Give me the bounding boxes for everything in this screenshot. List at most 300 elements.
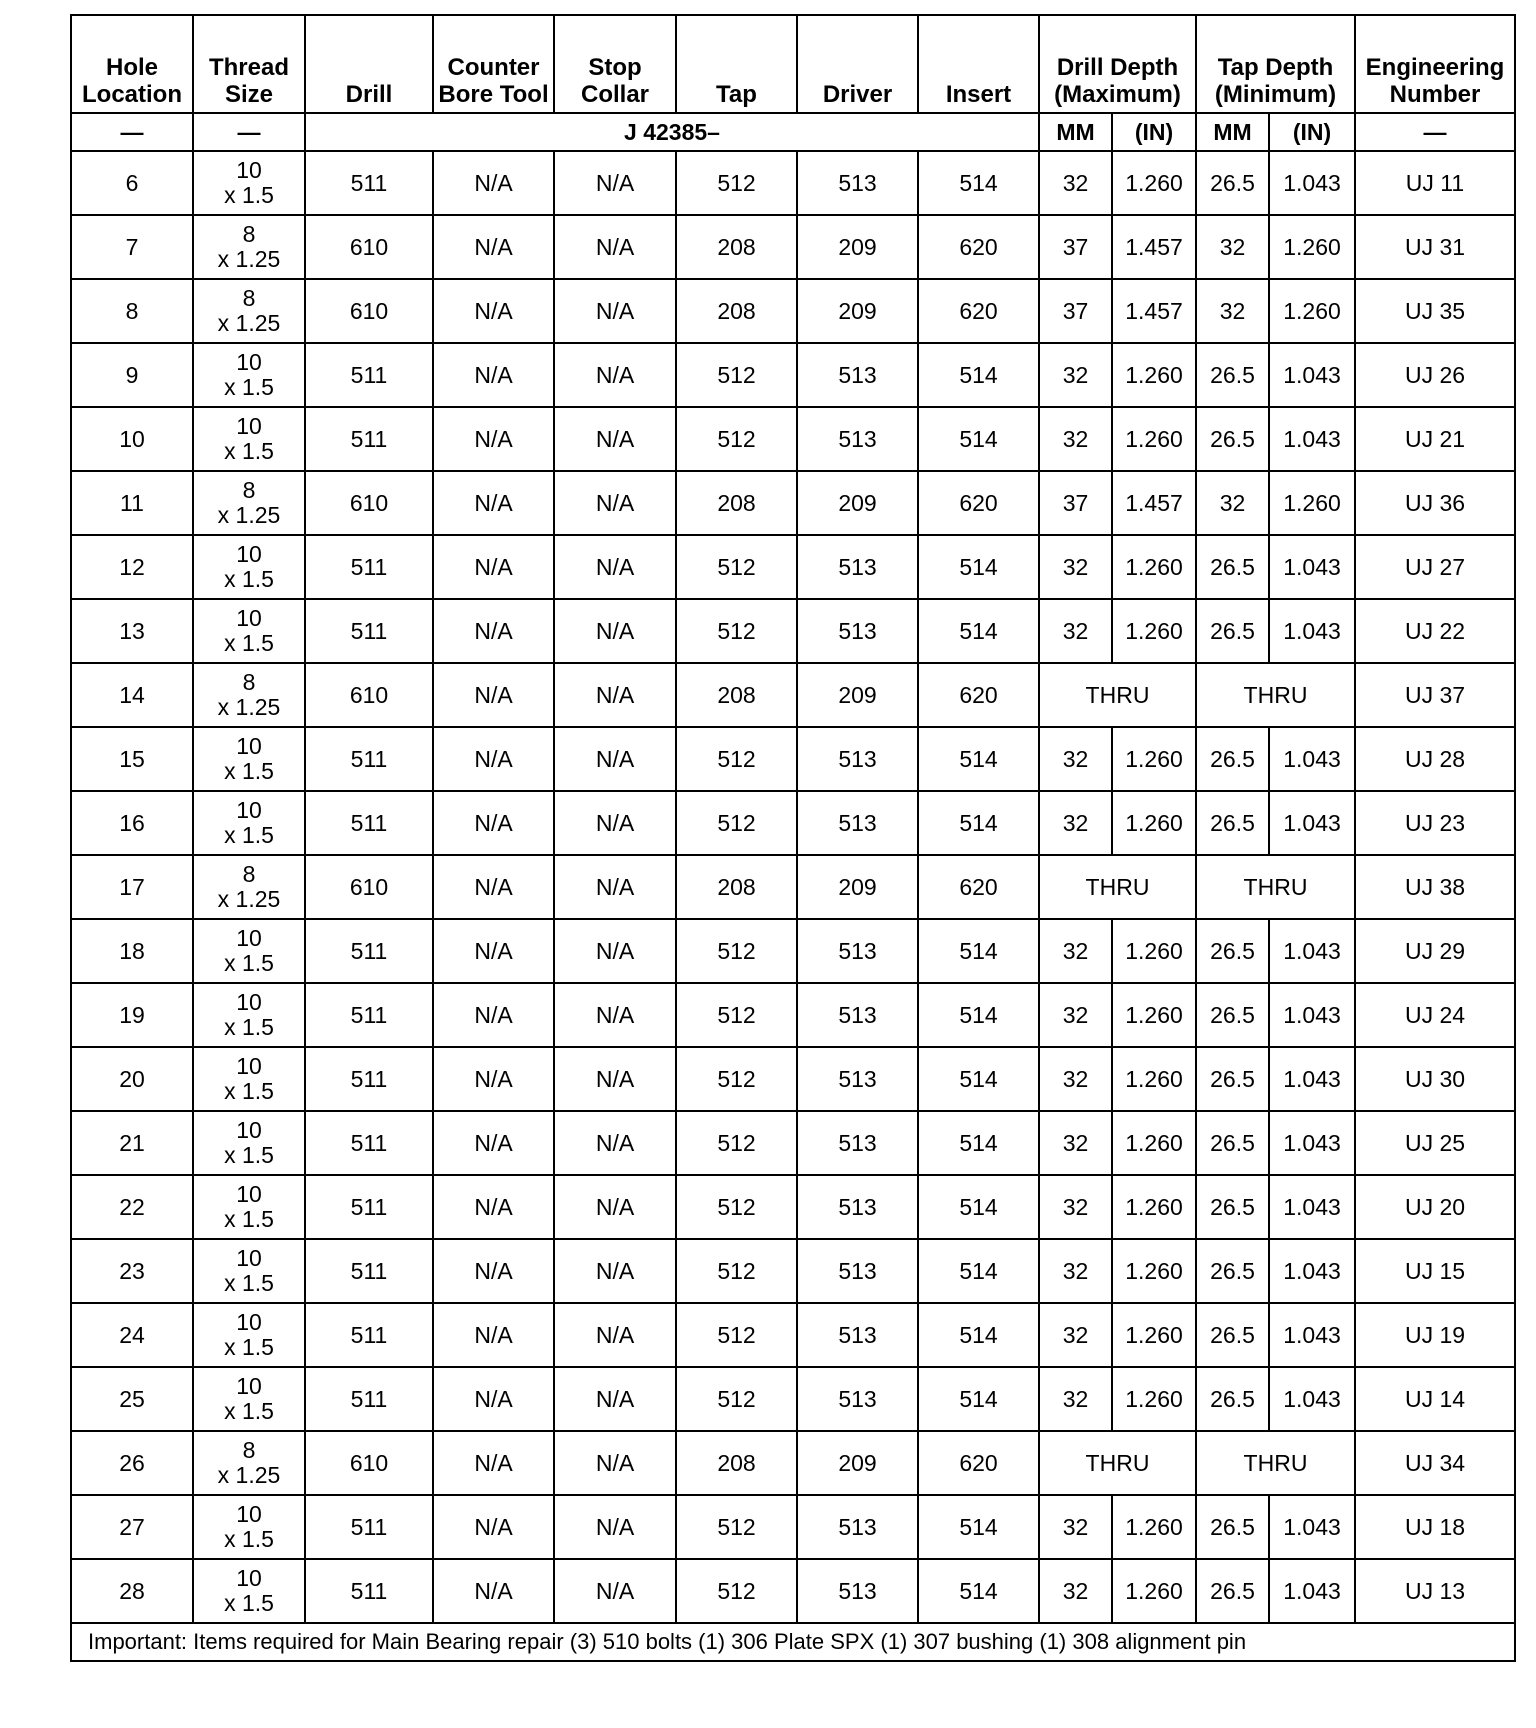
cell-stop-collar: N/A (554, 855, 676, 919)
cell-driver: 513 (797, 151, 918, 215)
cell-hole-location: 12 (71, 535, 193, 599)
cell-tap-depth-mm: 26.5 (1196, 983, 1269, 1047)
cell-counter-bore-tool: N/A (433, 407, 554, 471)
cell-tap-depth-in: 1.260 (1269, 215, 1355, 279)
cell-driver: 209 (797, 855, 918, 919)
cell-engineering-number: UJ 23 (1355, 791, 1515, 855)
cell-hole-location: 27 (71, 1495, 193, 1559)
footer-note: Important: Items required for Main Bearing repair (3) 510 bolts (1) 306 Plate SPX (1) 307 bushing (1) 308 alignment pin (71, 1623, 1515, 1661)
table-row (71, 919, 1515, 983)
cell-insert: 514 (918, 1367, 1039, 1431)
table-row (71, 1367, 1515, 1431)
cell-stop-collar: N/A (554, 471, 676, 535)
cell-counter-bore-tool: N/A (433, 1111, 554, 1175)
cell-tap: 512 (676, 1175, 797, 1239)
cell-tap-depth-mm: 32 (1196, 215, 1269, 279)
cell-drill: 511 (305, 791, 433, 855)
cell-engineering-number: UJ 11 (1355, 151, 1515, 215)
cell-hole-location: 28 (71, 1559, 193, 1623)
cell-tap-depth-mm: 26.5 (1196, 1175, 1269, 1239)
cell-tap: 512 (676, 151, 797, 215)
cell-driver: 513 (797, 983, 918, 1047)
table-row (71, 1303, 1515, 1367)
cell-drill: 610 (305, 1431, 433, 1495)
cell-thread-size (193, 1367, 305, 1431)
cell-hole-location: 19 (71, 983, 193, 1047)
cell-counter-bore-tool: N/A (433, 855, 554, 919)
cell-drill-depth-mm: 32 (1039, 1495, 1112, 1559)
cell-hole-location: 13 (71, 599, 193, 663)
cell-tap-depth-in: 1.043 (1269, 1367, 1355, 1431)
cell-drill: 610 (305, 663, 433, 727)
spec-table (70, 14, 1516, 1662)
cell-drill: 511 (305, 1559, 433, 1623)
cell-drill-depth-in: 1.260 (1112, 1495, 1196, 1559)
cell-drill-depth-mm: 32 (1039, 1559, 1112, 1623)
cell-thread-size (193, 663, 305, 727)
cell-driver: 513 (797, 1239, 918, 1303)
thread-pitch: x 1.5 (224, 758, 274, 784)
cell-stop-collar: N/A (554, 151, 676, 215)
cell-driver: 513 (797, 343, 918, 407)
cell-drill: 610 (305, 855, 433, 919)
thread-pitch: x 1.5 (224, 1142, 274, 1168)
cell-drill-depth-in: 1.260 (1112, 983, 1196, 1047)
cell-drill-depth-mm: 32 (1039, 727, 1112, 791)
cell-hole-location: 16 (71, 791, 193, 855)
table-row (71, 1175, 1515, 1239)
cell-drill-depth-in: 1.260 (1112, 919, 1196, 983)
cell-counter-bore-tool: N/A (433, 1303, 554, 1367)
cell-tap: 512 (676, 1111, 797, 1175)
cell-driver: 209 (797, 1431, 918, 1495)
cell-tap-depth-thru: THRU (1196, 1431, 1355, 1495)
cell-counter-bore-tool: N/A (433, 983, 554, 1047)
cell-drill: 511 (305, 599, 433, 663)
cell-stop-collar: N/A (554, 663, 676, 727)
cell-thread-size (193, 983, 305, 1047)
thread-diameter: 10 (236, 1373, 262, 1399)
cell-counter-bore-tool: N/A (433, 1431, 554, 1495)
cell-tap-depth-mm: 26.5 (1196, 1303, 1269, 1367)
thread-pitch: x 1.5 (224, 1078, 274, 1104)
cell-tap-depth-in: 1.043 (1269, 1047, 1355, 1111)
thread-diameter: 10 (236, 541, 262, 567)
header-stop-collar: Stop Collar (554, 15, 676, 113)
thread-pitch: x 1.5 (224, 1526, 274, 1552)
cell-driver: 513 (797, 727, 918, 791)
unit-tap-mm: MM (1196, 113, 1269, 151)
cell-stop-collar: N/A (554, 1431, 676, 1495)
cell-tap: 512 (676, 1047, 797, 1111)
cell-drill-depth-in: 1.260 (1112, 407, 1196, 471)
cell-hole-location: 11 (71, 471, 193, 535)
cell-thread-size (193, 535, 305, 599)
table-row (71, 855, 1515, 919)
cell-driver: 513 (797, 1047, 918, 1111)
cell-drill-depth-thru: THRU (1039, 1431, 1196, 1495)
cell-thread-size (193, 1175, 305, 1239)
cell-driver: 513 (797, 1175, 918, 1239)
cell-stop-collar: N/A (554, 919, 676, 983)
cell-thread-size (193, 919, 305, 983)
cell-engineering-number: UJ 18 (1355, 1495, 1515, 1559)
cell-hole-location: 18 (71, 919, 193, 983)
unit-thread-size: — (193, 113, 305, 151)
cell-drill-depth-in: 1.260 (1112, 1111, 1196, 1175)
thread-diameter: 10 (236, 349, 262, 375)
cell-tap-depth-in: 1.043 (1269, 407, 1355, 471)
table-row (71, 471, 1515, 535)
table-row (71, 727, 1515, 791)
thread-pitch: x 1.25 (217, 310, 281, 336)
cell-hole-location: 20 (71, 1047, 193, 1111)
cell-thread-size (193, 1111, 305, 1175)
cell-drill: 610 (305, 471, 433, 535)
cell-drill-depth-in: 1.260 (1112, 535, 1196, 599)
cell-drill-depth-mm: 32 (1039, 1367, 1112, 1431)
cell-stop-collar: N/A (554, 1239, 676, 1303)
table-row (71, 1559, 1515, 1623)
cell-tap-depth-mm: 26.5 (1196, 1239, 1269, 1303)
unit-drill-mm: MM (1039, 113, 1112, 151)
cell-counter-bore-tool: N/A (433, 791, 554, 855)
cell-driver: 209 (797, 471, 918, 535)
thread-diameter: 10 (236, 1565, 262, 1591)
cell-tap: 512 (676, 1239, 797, 1303)
thread-diameter: 8 (242, 477, 256, 503)
cell-engineering-number: UJ 34 (1355, 1431, 1515, 1495)
cell-driver: 209 (797, 663, 918, 727)
cell-engineering-number: UJ 20 (1355, 1175, 1515, 1239)
unit-tap-in: (IN) (1269, 113, 1355, 151)
thread-diameter: 10 (236, 1053, 262, 1079)
cell-tap-depth-mm: 26.5 (1196, 599, 1269, 663)
cell-stop-collar: N/A (554, 1303, 676, 1367)
thread-diameter: 10 (236, 797, 262, 823)
cell-tap-depth-in: 1.043 (1269, 1111, 1355, 1175)
cell-drill-depth-in: 1.260 (1112, 1047, 1196, 1111)
cell-insert: 514 (918, 343, 1039, 407)
cell-stop-collar: N/A (554, 727, 676, 791)
cell-tap-depth-in: 1.043 (1269, 1175, 1355, 1239)
thread-pitch: x 1.25 (217, 886, 281, 912)
header-drill-depth: Drill Depth (Maximum) (1039, 15, 1196, 113)
cell-engineering-number: UJ 14 (1355, 1367, 1515, 1431)
cell-drill: 511 (305, 1495, 433, 1559)
table-row (71, 1495, 1515, 1559)
cell-thread-size (193, 343, 305, 407)
cell-drill: 511 (305, 1111, 433, 1175)
header-driver: Driver (797, 15, 918, 113)
cell-insert: 514 (918, 1495, 1039, 1559)
cell-drill-depth-mm: 32 (1039, 1047, 1112, 1111)
cell-driver: 209 (797, 279, 918, 343)
cell-tap: 512 (676, 1495, 797, 1559)
cell-counter-bore-tool: N/A (433, 279, 554, 343)
cell-tap: 512 (676, 1559, 797, 1623)
cell-tap-depth-in: 1.043 (1269, 1559, 1355, 1623)
cell-tap-depth-mm: 32 (1196, 471, 1269, 535)
cell-tap-depth-in: 1.043 (1269, 791, 1355, 855)
cell-drill-depth-mm: 32 (1039, 599, 1112, 663)
cell-counter-bore-tool: N/A (433, 151, 554, 215)
cell-counter-bore-tool: N/A (433, 215, 554, 279)
thread-pitch: x 1.5 (224, 438, 274, 464)
cell-tap-depth-mm: 26.5 (1196, 1559, 1269, 1623)
cell-drill-depth-mm: 32 (1039, 983, 1112, 1047)
cell-hole-location: 24 (71, 1303, 193, 1367)
cell-insert: 514 (918, 599, 1039, 663)
cell-drill-depth-mm: 37 (1039, 215, 1112, 279)
thread-pitch: x 1.5 (224, 630, 274, 656)
cell-driver: 513 (797, 919, 918, 983)
cell-drill: 511 (305, 1175, 433, 1239)
cell-engineering-number: UJ 21 (1355, 407, 1515, 471)
cell-stop-collar: N/A (554, 1495, 676, 1559)
cell-drill-depth-mm: 32 (1039, 1303, 1112, 1367)
cell-stop-collar: N/A (554, 599, 676, 663)
table-row (71, 599, 1515, 663)
thread-diameter: 8 (242, 669, 256, 695)
cell-driver: 513 (797, 1559, 918, 1623)
column-header-row (71, 15, 1515, 113)
thread-diameter: 10 (236, 1181, 262, 1207)
thread-diameter: 10 (236, 1245, 262, 1271)
cell-counter-bore-tool: N/A (433, 663, 554, 727)
cell-thread-size (193, 1047, 305, 1111)
cell-stop-collar: N/A (554, 1367, 676, 1431)
header-tap: Tap (676, 15, 797, 113)
table-row (71, 663, 1515, 727)
cell-drill: 511 (305, 407, 433, 471)
cell-driver: 209 (797, 215, 918, 279)
cell-insert: 620 (918, 279, 1039, 343)
thread-pitch: x 1.5 (224, 1270, 274, 1296)
cell-insert: 514 (918, 727, 1039, 791)
cell-thread-size (193, 791, 305, 855)
cell-drill: 610 (305, 279, 433, 343)
header-engineering-number: Engineering Number (1355, 15, 1515, 113)
cell-drill-depth-mm: 32 (1039, 151, 1112, 215)
table-row (71, 279, 1515, 343)
thread-diameter: 10 (236, 1309, 262, 1335)
thread-diameter: 10 (236, 925, 262, 951)
cell-thread-size (193, 215, 305, 279)
cell-driver: 513 (797, 1111, 918, 1175)
cell-tap-depth-mm: 26.5 (1196, 1495, 1269, 1559)
cell-tap: 208 (676, 663, 797, 727)
cell-tap-depth-in: 1.043 (1269, 535, 1355, 599)
cell-tap: 208 (676, 215, 797, 279)
cell-drill: 511 (305, 343, 433, 407)
table-footer (71, 1623, 1515, 1661)
cell-engineering-number: UJ 28 (1355, 727, 1515, 791)
cell-tap-depth-in: 1.043 (1269, 1495, 1355, 1559)
cell-engineering-number: UJ 24 (1355, 983, 1515, 1047)
cell-tap-depth-in: 1.043 (1269, 919, 1355, 983)
cell-counter-bore-tool: N/A (433, 599, 554, 663)
table-row (71, 407, 1515, 471)
thread-pitch: x 1.25 (217, 694, 281, 720)
cell-tap-depth-mm: 26.5 (1196, 343, 1269, 407)
cell-stop-collar: N/A (554, 535, 676, 599)
table-row (71, 215, 1515, 279)
cell-drill-depth-mm: 32 (1039, 343, 1112, 407)
cell-drill-depth-mm: 32 (1039, 919, 1112, 983)
cell-tap: 208 (676, 471, 797, 535)
cell-engineering-number: UJ 13 (1355, 1559, 1515, 1623)
cell-insert: 620 (918, 663, 1039, 727)
cell-tap-depth-mm: 26.5 (1196, 151, 1269, 215)
thread-diameter: 10 (236, 413, 262, 439)
cell-insert: 514 (918, 407, 1039, 471)
cell-drill-depth-mm: 37 (1039, 279, 1112, 343)
cell-drill: 610 (305, 215, 433, 279)
cell-insert: 620 (918, 855, 1039, 919)
cell-thread-size (193, 727, 305, 791)
cell-stop-collar: N/A (554, 407, 676, 471)
cell-stop-collar: N/A (554, 791, 676, 855)
cell-tap-depth-mm: 26.5 (1196, 919, 1269, 983)
thread-pitch: x 1.5 (224, 1590, 274, 1616)
cell-hole-location: 26 (71, 1431, 193, 1495)
thread-diameter: 8 (242, 1437, 256, 1463)
cell-counter-bore-tool: N/A (433, 1559, 554, 1623)
cell-drill: 511 (305, 1367, 433, 1431)
cell-hole-location: 14 (71, 663, 193, 727)
cell-drill-depth-mm: 37 (1039, 471, 1112, 535)
cell-drill: 511 (305, 1239, 433, 1303)
cell-drill: 511 (305, 535, 433, 599)
cell-tap-depth-in: 1.043 (1269, 151, 1355, 215)
thread-diameter: 10 (236, 157, 262, 183)
header-tap-depth: Tap Depth (Minimum) (1196, 15, 1355, 113)
header-thread-size: Thread Size (193, 15, 305, 113)
table-row (71, 343, 1515, 407)
cell-stop-collar: N/A (554, 1175, 676, 1239)
thread-pitch: x 1.5 (224, 1206, 274, 1232)
cell-hole-location: 23 (71, 1239, 193, 1303)
cell-counter-bore-tool: N/A (433, 727, 554, 791)
cell-hole-location: 17 (71, 855, 193, 919)
cell-insert: 514 (918, 1303, 1039, 1367)
cell-tap-depth-mm: 32 (1196, 279, 1269, 343)
cell-drill: 511 (305, 1047, 433, 1111)
cell-insert: 514 (918, 1559, 1039, 1623)
cell-tap-depth-in: 1.043 (1269, 1239, 1355, 1303)
cell-engineering-number: UJ 22 (1355, 599, 1515, 663)
cell-tap: 512 (676, 1303, 797, 1367)
cell-tap-depth-in: 1.043 (1269, 1303, 1355, 1367)
thread-pitch: x 1.5 (224, 822, 274, 848)
cell-hole-location: 21 (71, 1111, 193, 1175)
thread-diameter: 10 (236, 989, 262, 1015)
cell-tap-depth-in: 1.043 (1269, 343, 1355, 407)
cell-driver: 513 (797, 1495, 918, 1559)
cell-drill: 511 (305, 1303, 433, 1367)
cell-drill-depth-in: 1.260 (1112, 1367, 1196, 1431)
table-row (71, 151, 1515, 215)
cell-thread-size (193, 1495, 305, 1559)
footer-row (71, 1623, 1515, 1661)
cell-drill-depth-mm: 32 (1039, 535, 1112, 599)
cell-hole-location: 8 (71, 279, 193, 343)
table-row (71, 535, 1515, 599)
cell-drill: 511 (305, 919, 433, 983)
header-insert: Insert (918, 15, 1039, 113)
cell-counter-bore-tool: N/A (433, 1175, 554, 1239)
unit-drill-in: (IN) (1112, 113, 1196, 151)
thread-pitch: x 1.25 (217, 1462, 281, 1488)
cell-driver: 513 (797, 1367, 918, 1431)
cell-drill-depth-in: 1.457 (1112, 471, 1196, 535)
cell-tap-depth-in: 1.043 (1269, 599, 1355, 663)
cell-drill-depth-thru: THRU (1039, 855, 1196, 919)
cell-thread-size (193, 855, 305, 919)
cell-thread-size (193, 599, 305, 663)
cell-engineering-number: UJ 37 (1355, 663, 1515, 727)
cell-tap: 512 (676, 535, 797, 599)
cell-tap-depth-mm: 26.5 (1196, 1047, 1269, 1111)
cell-engineering-number: UJ 38 (1355, 855, 1515, 919)
cell-drill-depth-mm: 32 (1039, 1175, 1112, 1239)
cell-stop-collar: N/A (554, 1111, 676, 1175)
table-row (71, 791, 1515, 855)
table-row (71, 983, 1515, 1047)
cell-drill-depth-mm: 32 (1039, 791, 1112, 855)
thread-diameter: 8 (242, 285, 256, 311)
cell-thread-size (193, 151, 305, 215)
cell-engineering-number: UJ 31 (1355, 215, 1515, 279)
cell-drill-depth-in: 1.260 (1112, 1175, 1196, 1239)
unit-engineering-number: — (1355, 113, 1515, 151)
header-counter-bore-tool: Counter Bore Tool (433, 15, 554, 113)
cell-stop-collar: N/A (554, 983, 676, 1047)
unit-row (71, 113, 1515, 151)
cell-tap: 208 (676, 1431, 797, 1495)
cell-tap-depth-in: 1.043 (1269, 983, 1355, 1047)
cell-drill-depth-in: 1.260 (1112, 343, 1196, 407)
cell-counter-bore-tool: N/A (433, 1047, 554, 1111)
thread-pitch: x 1.5 (224, 1398, 274, 1424)
cell-driver: 513 (797, 1303, 918, 1367)
cell-tap: 512 (676, 343, 797, 407)
cell-tap-depth-mm: 26.5 (1196, 535, 1269, 599)
cell-tap-depth-in: 1.260 (1269, 279, 1355, 343)
cell-thread-size (193, 1239, 305, 1303)
table-row (71, 1239, 1515, 1303)
header-drill: Drill (305, 15, 433, 113)
cell-engineering-number: UJ 36 (1355, 471, 1515, 535)
cell-driver: 513 (797, 535, 918, 599)
cell-engineering-number: UJ 29 (1355, 919, 1515, 983)
cell-stop-collar: N/A (554, 1047, 676, 1111)
cell-hole-location: 10 (71, 407, 193, 471)
thread-diameter: 8 (242, 221, 256, 247)
cell-engineering-number: UJ 25 (1355, 1111, 1515, 1175)
thread-pitch: x 1.5 (224, 1334, 274, 1360)
cell-drill-depth-in: 1.260 (1112, 791, 1196, 855)
cell-drill: 511 (305, 727, 433, 791)
cell-tap: 512 (676, 983, 797, 1047)
cell-drill-depth-mm: 32 (1039, 407, 1112, 471)
cell-counter-bore-tool: N/A (433, 1495, 554, 1559)
cell-tap-depth-mm: 26.5 (1196, 791, 1269, 855)
cell-stop-collar: N/A (554, 343, 676, 407)
cell-counter-bore-tool: N/A (433, 471, 554, 535)
cell-insert: 514 (918, 919, 1039, 983)
